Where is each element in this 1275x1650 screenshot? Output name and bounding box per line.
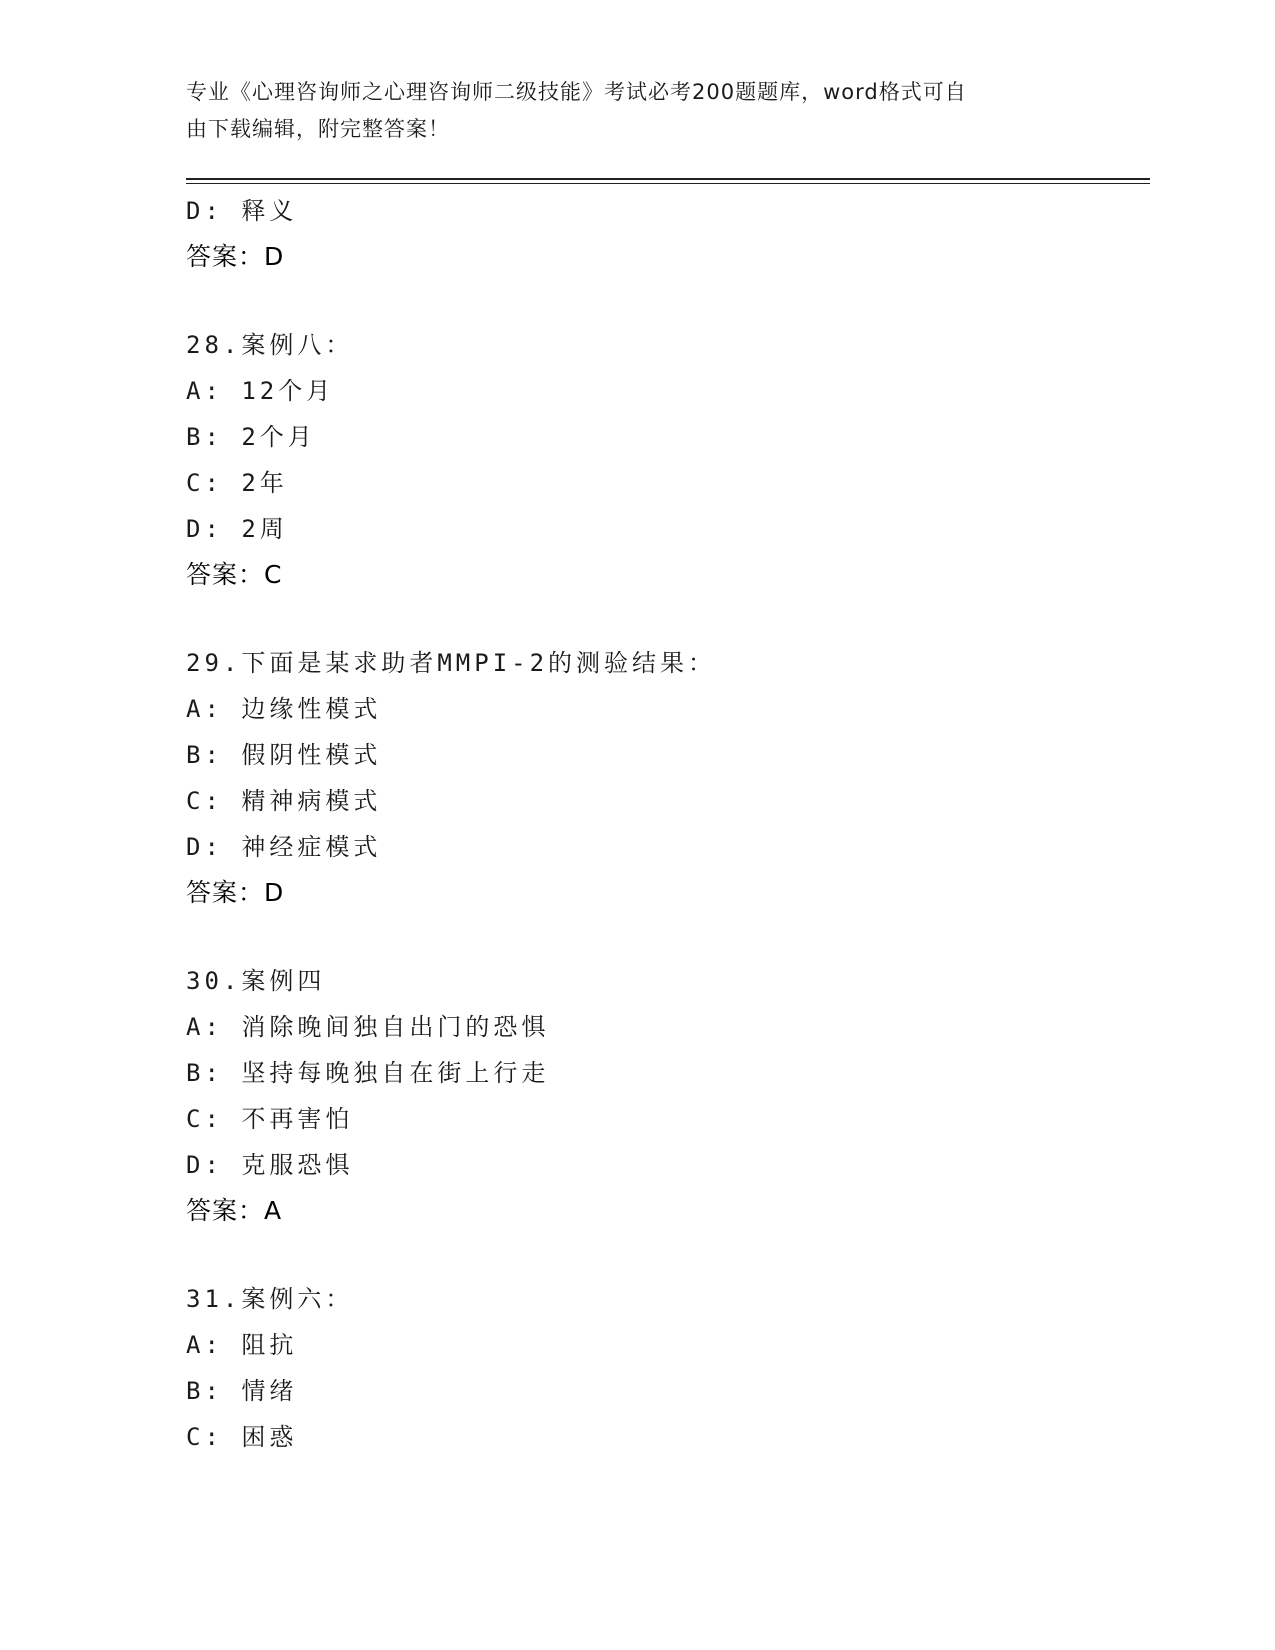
option-c: C: 精神病模式 <box>186 787 382 815</box>
option-d: D: 释义 <box>186 197 298 225</box>
question-30 <box>186 958 1150 1234</box>
question-content <box>186 188 1150 1460</box>
question-title: 30.案例四 <box>186 967 326 995</box>
option-a: A: 12个月 <box>186 377 335 405</box>
option-d: D: 2周 <box>186 515 288 543</box>
document-header <box>186 74 1066 148</box>
leading-question-tail <box>186 188 1150 280</box>
question-title: 31.案例六： <box>186 1285 354 1313</box>
option-d: D: 神经症模式 <box>186 833 382 861</box>
option-b: B: 情绪 <box>186 1377 298 1405</box>
option-b: B: 假阴性模式 <box>186 741 382 769</box>
option-a: A: 消除晚间独自出门的恐惧 <box>186 1013 550 1041</box>
question-title: 28.案例八： <box>186 331 354 359</box>
option-b: B: 2个月 <box>186 423 316 451</box>
option-c: C: 不再害怕 <box>186 1105 354 1133</box>
question-28 <box>186 322 1150 598</box>
answer-line: 答案：C <box>186 560 283 589</box>
question-31 <box>186 1276 1150 1460</box>
answer-line: 答案：D <box>186 878 285 907</box>
option-b: B: 坚持每晚独自在街上行走 <box>186 1059 550 1087</box>
header-line-2: 由下载编辑，附完整答案！ <box>186 117 450 141</box>
option-c: C: 2年 <box>186 469 288 497</box>
answer-line: 答案：A <box>186 1196 283 1225</box>
question-title: 29.下面是某求助者MMPI-2的测验结果： <box>186 649 717 677</box>
option-c: C: 困惑 <box>186 1423 298 1451</box>
header-rule-thin <box>186 183 1150 184</box>
header-rule-thick <box>186 178 1150 180</box>
header-line-1: 专业《心理咨询师之心理咨询师二级技能》考试必考200题题库，word格式可自 <box>186 80 967 104</box>
option-a: A: 阻抗 <box>186 1331 298 1359</box>
answer-line: 答案：D <box>186 242 285 271</box>
question-29 <box>186 640 1150 916</box>
option-d: D: 克服恐惧 <box>186 1151 354 1179</box>
option-a: A: 边缘性模式 <box>186 695 382 723</box>
